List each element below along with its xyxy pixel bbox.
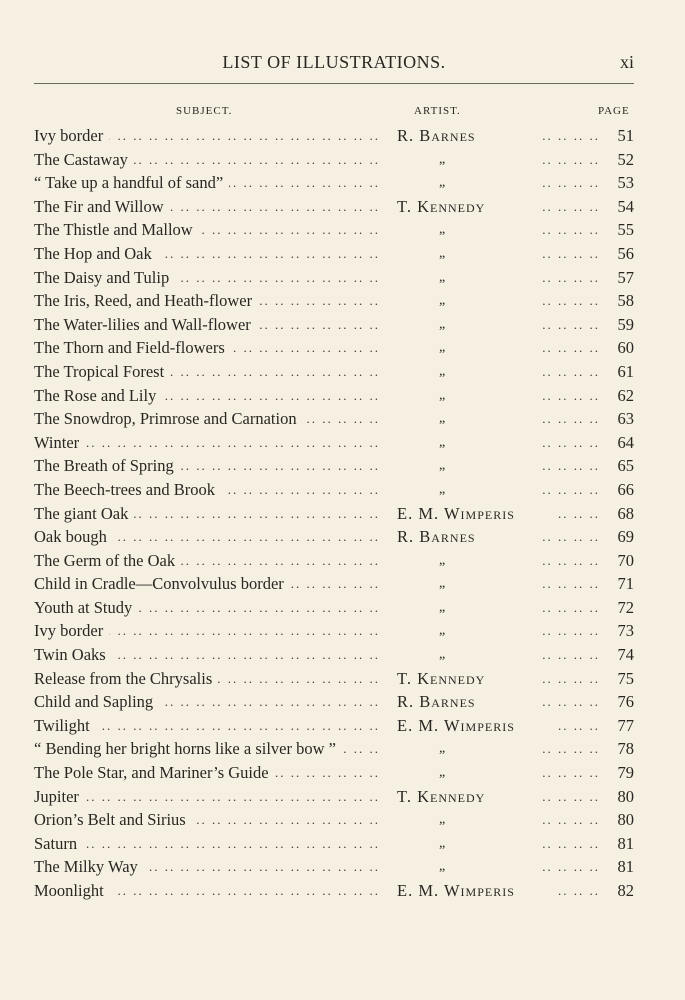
page-cell: 77 bbox=[617, 715, 634, 735]
leader-dots: .. .. .. .. bbox=[542, 363, 600, 379]
artist-name: E. M. Wimperis bbox=[397, 881, 515, 900]
page-cell: 81 bbox=[617, 833, 634, 853]
ditto-mark: „ bbox=[439, 552, 446, 568]
page-cell: 69 bbox=[617, 527, 634, 547]
subject-text: The Pole Star, and Mariner’s Guide bbox=[34, 763, 275, 782]
leader-dots: .. .. .. .. bbox=[542, 552, 600, 568]
subject-cell bbox=[34, 478, 380, 502]
subject-text: The Daisy and Tulip bbox=[34, 268, 175, 287]
leader-dots: .. .. .. .. bbox=[542, 670, 600, 686]
subject-cell bbox=[34, 525, 380, 549]
subject-cell bbox=[34, 431, 380, 455]
subject-text: Jupiter bbox=[34, 787, 85, 806]
subject-text: The Tropical Forest bbox=[34, 362, 170, 381]
subject-text: The giant Oak bbox=[34, 504, 134, 523]
page-cell: 72 bbox=[617, 597, 634, 617]
list-item bbox=[0, 549, 685, 573]
page-cell: 80 bbox=[617, 810, 634, 830]
subject-cell bbox=[34, 195, 380, 219]
subject-text: The Thistle and Mallow bbox=[34, 220, 199, 239]
subject-cell bbox=[34, 148, 380, 172]
ditto-mark: „ bbox=[439, 245, 446, 261]
ditto-mark: „ bbox=[439, 623, 446, 639]
leader-dots: .. .. .. .. bbox=[542, 175, 600, 191]
leader-dots: .. .. .. .. bbox=[542, 859, 600, 875]
subject-cell bbox=[34, 124, 380, 148]
page-cell: 64 bbox=[617, 432, 634, 452]
subject-cell bbox=[34, 572, 380, 596]
list-item bbox=[0, 478, 685, 502]
list-item bbox=[0, 690, 685, 714]
artist-name: R. Barnes bbox=[397, 527, 476, 547]
leader-dots: .. .. .. .. bbox=[542, 316, 600, 332]
list-item bbox=[0, 218, 685, 242]
leader-dots: .. .. .. bbox=[558, 505, 600, 521]
leader-dots: .. .. .. .. bbox=[542, 340, 600, 356]
page-cell: 66 bbox=[617, 479, 634, 499]
subject-cell bbox=[34, 737, 380, 761]
subject-text: “ Take up a handful of sand” bbox=[34, 173, 229, 192]
list-item bbox=[0, 171, 685, 195]
illustrations-list bbox=[0, 124, 685, 903]
artist-name: E. M. Wimperis bbox=[397, 503, 515, 523]
leader-dots: .. .. .. .. bbox=[542, 694, 600, 710]
subject-text: Twilight bbox=[34, 716, 96, 735]
ditto-mark: „ bbox=[439, 175, 446, 191]
subject-text: The Rose and Lily bbox=[34, 386, 162, 405]
page-cell: 82 bbox=[617, 881, 634, 900]
artist-name: T. Kennedy bbox=[397, 196, 486, 216]
list-item bbox=[0, 785, 685, 809]
ditto-mark: „ bbox=[439, 434, 446, 450]
page-cell: 76 bbox=[617, 692, 634, 712]
subject-text: Oak bough bbox=[34, 527, 113, 546]
leader-dots: .. .. .. .. bbox=[542, 458, 600, 474]
subject-cell bbox=[34, 643, 380, 667]
column-header-subject: SUBJECT. bbox=[176, 105, 233, 117]
subject-text: Child and Sapling bbox=[34, 692, 159, 711]
subject-text: The Beech-trees and Brook bbox=[34, 480, 221, 499]
list-item bbox=[0, 407, 685, 431]
ditto-mark: „ bbox=[439, 222, 446, 238]
subject-cell bbox=[34, 171, 380, 195]
page-cell: 59 bbox=[617, 314, 634, 334]
list-item bbox=[0, 195, 685, 219]
ditto-mark: „ bbox=[439, 411, 446, 427]
ditto-mark: „ bbox=[439, 340, 446, 356]
ditto-mark: „ bbox=[439, 599, 446, 615]
leader-dots: .. .. .. bbox=[558, 883, 600, 898]
subject-cell bbox=[34, 407, 380, 431]
list-item bbox=[0, 502, 685, 526]
leader-dots: .. .. .. .. bbox=[542, 245, 600, 261]
column-header-page: PAGE bbox=[598, 105, 630, 117]
subject-text: The Germ of the Oak bbox=[34, 551, 181, 570]
subject-text: The Fir and Willow bbox=[34, 197, 170, 216]
list-item bbox=[0, 525, 685, 549]
list-item bbox=[0, 737, 685, 761]
ditto-mark: „ bbox=[439, 647, 446, 663]
artist-name: R. Barnes bbox=[397, 126, 476, 145]
ditto-mark: „ bbox=[439, 835, 446, 851]
leader-dots: .. .. .. .. bbox=[542, 293, 600, 309]
list-item bbox=[0, 643, 685, 667]
subject-cell bbox=[34, 384, 380, 408]
ditto-mark: „ bbox=[439, 363, 446, 379]
page-cell: 65 bbox=[617, 456, 634, 476]
page-cell: 51 bbox=[617, 126, 634, 145]
page-cell: 55 bbox=[617, 220, 634, 240]
list-item bbox=[0, 667, 685, 691]
leader-dots: .. .. .. .. bbox=[542, 647, 600, 663]
leader-dots: .. .. .. .. bbox=[542, 576, 600, 592]
subject-cell bbox=[34, 266, 380, 290]
ditto-mark: „ bbox=[439, 576, 446, 592]
list-item bbox=[0, 714, 685, 738]
ditto-mark: „ bbox=[439, 481, 446, 497]
subject-cell bbox=[34, 336, 380, 360]
subject-cell bbox=[34, 855, 380, 879]
subject-cell bbox=[34, 502, 380, 526]
ditto-mark: „ bbox=[439, 269, 446, 285]
page-cell: 61 bbox=[617, 361, 634, 381]
subject-text: Ivy border bbox=[34, 126, 109, 145]
ditto-mark: „ bbox=[439, 316, 446, 332]
subject-text: The Water-lilies and Wall-flower bbox=[34, 315, 257, 334]
leader-dots: .. .. .. .. bbox=[542, 765, 600, 781]
list-item bbox=[0, 808, 685, 832]
page-cell: 75 bbox=[617, 668, 634, 688]
page-cell: 74 bbox=[617, 645, 634, 665]
subject-text: The Castaway bbox=[34, 150, 134, 169]
list-item bbox=[0, 124, 685, 148]
list-item bbox=[0, 832, 685, 856]
leader-dots: .. .. .. .. bbox=[542, 222, 600, 238]
subject-cell bbox=[34, 761, 380, 785]
list-item bbox=[0, 596, 685, 620]
list-item bbox=[0, 761, 685, 785]
page-cell: 78 bbox=[617, 739, 634, 759]
list-item bbox=[0, 384, 685, 408]
page-cell: 73 bbox=[617, 621, 634, 641]
leader-dots: .. .. .. .. bbox=[542, 623, 600, 639]
page-cell: 63 bbox=[617, 409, 634, 429]
subject-cell bbox=[34, 454, 380, 478]
leader-dots: .. .. .. .. bbox=[542, 599, 600, 615]
subject-cell bbox=[34, 785, 380, 809]
list-item bbox=[0, 431, 685, 455]
subject-text: Orion’s Belt and Sirius bbox=[34, 810, 192, 829]
subject-cell bbox=[34, 808, 380, 832]
leader-dots: .. .. .. .. bbox=[542, 128, 600, 143]
subject-text: The Thorn and Field-flowers bbox=[34, 338, 231, 357]
ditto-mark: „ bbox=[439, 741, 446, 757]
list-item bbox=[0, 360, 685, 384]
subject-cell bbox=[34, 596, 380, 620]
leader-dots: .. .. .. .. bbox=[542, 812, 600, 828]
subject-text: Release from the Chrysalis bbox=[34, 669, 218, 688]
leader-dots: .. .. .. .. bbox=[542, 198, 600, 214]
list-item bbox=[0, 289, 685, 313]
ditto-mark: „ bbox=[439, 765, 446, 781]
subject-cell bbox=[34, 218, 380, 242]
page-cell: 60 bbox=[617, 338, 634, 358]
list-item bbox=[0, 336, 685, 360]
page-cell: 53 bbox=[617, 173, 634, 193]
subject-cell bbox=[34, 714, 380, 738]
subject-text: The Iris, Reed, and Heath-flower bbox=[34, 291, 258, 310]
page-cell: 52 bbox=[617, 149, 634, 169]
header-rule bbox=[34, 83, 634, 84]
page-cell: 56 bbox=[617, 243, 634, 263]
list-item bbox=[0, 313, 685, 337]
page-cell: 57 bbox=[617, 267, 634, 287]
page-cell: 58 bbox=[617, 291, 634, 311]
leader-dots: .. .. .. .. bbox=[542, 529, 600, 545]
list-item bbox=[0, 879, 685, 903]
leader-dots: .. .. .. .. bbox=[542, 387, 600, 403]
subject-text: The Hop and Oak bbox=[34, 244, 158, 263]
page-cell: 79 bbox=[617, 763, 634, 783]
subject-text: The Breath of Spring bbox=[34, 456, 180, 475]
leader-dots: .. .. .. .. bbox=[542, 741, 600, 757]
subject-cell bbox=[34, 832, 380, 856]
list-item bbox=[0, 454, 685, 478]
subject-text: Youth at Study bbox=[34, 598, 138, 617]
subject-cell bbox=[34, 360, 380, 384]
artist-name: R. Barnes bbox=[397, 692, 476, 712]
subject-cell bbox=[34, 549, 380, 573]
subject-cell bbox=[34, 879, 380, 903]
subject-text: “ Bending her bright horns like a silver bow ” bbox=[34, 739, 342, 758]
page-header bbox=[34, 52, 634, 76]
column-header-artist: ARTIST. bbox=[414, 105, 461, 117]
page-cell: 71 bbox=[617, 574, 634, 594]
ditto-mark: „ bbox=[439, 387, 446, 403]
ditto-mark: „ bbox=[439, 458, 446, 474]
subject-cell bbox=[34, 619, 380, 643]
ditto-mark: „ bbox=[439, 151, 446, 167]
leader-dots: .. .. .. .. bbox=[542, 434, 600, 450]
list-item bbox=[0, 855, 685, 879]
page-cell: 62 bbox=[617, 385, 634, 405]
subject-text: Ivy border bbox=[34, 621, 109, 640]
subject-text: The Milky Way bbox=[34, 857, 144, 876]
ditto-mark: „ bbox=[439, 293, 446, 309]
leader-dots: .. .. .. .. bbox=[542, 835, 600, 851]
page-number: xi bbox=[619, 52, 634, 72]
artist-name: T. Kennedy bbox=[397, 668, 486, 688]
subject-text: Twin Oaks bbox=[34, 645, 112, 664]
leader-dots: .. .. .. bbox=[558, 717, 600, 733]
leader-dots: .. .. .. .. bbox=[542, 788, 600, 804]
leader-dots: .. .. .. .. bbox=[542, 481, 600, 497]
subject-text: Child in Cradle—Convolvulus border bbox=[34, 574, 290, 593]
list-item bbox=[0, 148, 685, 172]
page-title: LIST OF ILLUSTRATIONS. bbox=[222, 52, 446, 72]
subject-text: Saturn bbox=[34, 834, 83, 853]
ditto-mark: „ bbox=[439, 859, 446, 875]
page-cell: 68 bbox=[617, 503, 634, 523]
subject-cell bbox=[34, 313, 380, 337]
subject-text: Winter bbox=[34, 433, 85, 452]
artist-name: E. M. Wimperis bbox=[397, 715, 515, 735]
list-item bbox=[0, 242, 685, 266]
page-cell: 81 bbox=[617, 857, 634, 877]
subject-text: Moonlight bbox=[34, 881, 110, 900]
list-item bbox=[0, 619, 685, 643]
page-cell: 80 bbox=[617, 786, 634, 806]
page-cell: 70 bbox=[617, 550, 634, 570]
list-item bbox=[0, 266, 685, 290]
ditto-mark: „ bbox=[439, 812, 446, 828]
leader-dots: .. .. .. .. bbox=[542, 269, 600, 285]
page-cell: 54 bbox=[617, 196, 634, 216]
leader-dots: .. .. .. .. bbox=[542, 411, 600, 427]
subject-cell bbox=[34, 690, 380, 714]
list-item bbox=[0, 572, 685, 596]
artist-name: T. Kennedy bbox=[397, 786, 486, 806]
subject-cell bbox=[34, 667, 380, 691]
subject-cell bbox=[34, 289, 380, 313]
leader-dots: .. .. .. .. bbox=[542, 151, 600, 167]
subject-text: The Snowdrop, Primrose and Carnation bbox=[34, 409, 303, 428]
subject-cell bbox=[34, 242, 380, 266]
